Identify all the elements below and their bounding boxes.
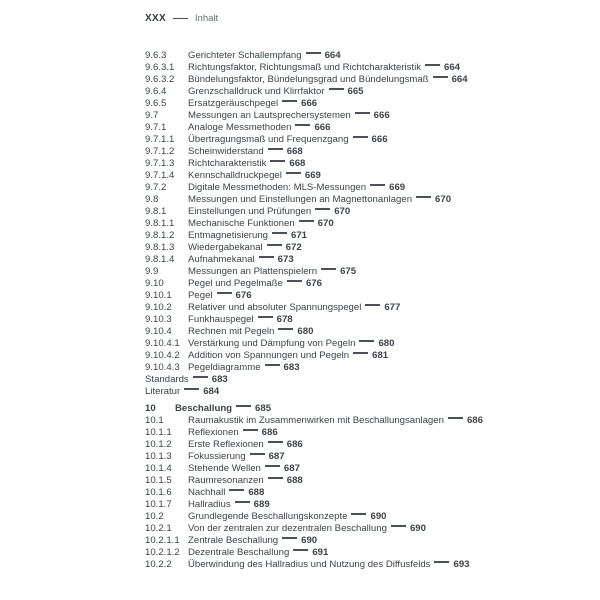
entry-title: Messungen an Lautsprechersystemen — [188, 110, 351, 121]
entry-title: Erste Reflexionen — [188, 439, 264, 450]
toc-entry — [145, 158, 575, 170]
leader-dash — [433, 76, 448, 78]
toc-entry — [145, 439, 575, 451]
entry-page-number: 664 — [444, 62, 461, 73]
toc-entry — [145, 206, 575, 218]
entry-page-number: 666 — [373, 110, 390, 121]
toc-entry — [145, 278, 575, 290]
toc-entry — [145, 374, 575, 386]
entry-title: Gerichteter Schallempfang — [188, 50, 302, 61]
entry-title: Grundlegende Beschallungskonzepte — [188, 511, 348, 522]
toc-entry — [145, 110, 575, 122]
entry-page-number: 669 — [389, 182, 406, 193]
entry-page-number: 684 — [203, 386, 220, 397]
leader-dash — [391, 525, 406, 527]
entry-number: 9.10.4.3 — [145, 362, 180, 373]
entry-page-number: 687 — [283, 463, 300, 474]
leader-dash — [243, 429, 258, 431]
entry-number: 9.10.4.2 — [145, 350, 180, 361]
entry-text — [188, 547, 328, 559]
entry-number: 9.10.3 — [145, 314, 172, 325]
entry-title: Wiedergabekanal — [188, 242, 263, 253]
leader-dash — [359, 340, 374, 342]
entry-title: Übertragungsmaß und Frequenzgang — [188, 134, 349, 145]
entry-text — [188, 427, 278, 439]
entry-title: Nachhall — [188, 487, 226, 498]
toc-entry — [145, 230, 575, 242]
entry-text — [188, 194, 451, 206]
entry-page-number: 670 — [317, 218, 334, 229]
entry-number: 10 — [145, 403, 156, 414]
toc-entry — [145, 194, 575, 206]
entry-title: Von der zentralen zur dezentralen Beschallung — [188, 523, 387, 534]
leader-dash — [258, 316, 273, 318]
toc-entry — [145, 475, 575, 487]
entry-page-number: 681 — [372, 350, 389, 361]
entry-page-number: 690 — [370, 511, 387, 522]
toc-entry — [145, 511, 575, 523]
entry-text — [188, 326, 313, 338]
toc-entry — [145, 62, 575, 74]
entry-title: Digitale Messmethoden: MLS-Messungen — [188, 182, 367, 193]
entry-title: Ersatzgeräuschpegel — [188, 98, 279, 109]
entry-title: Funkhauspegel — [188, 314, 254, 325]
entry-text — [188, 338, 394, 350]
leader-dash — [286, 172, 301, 174]
toc-entry — [145, 427, 575, 439]
entry-text — [188, 158, 305, 170]
toc-entry — [145, 50, 575, 62]
entry-page-number: 686 — [286, 439, 303, 450]
entry-number: 9.10.4.1 — [145, 338, 180, 349]
entry-page-number: 683 — [211, 374, 228, 385]
entry-number: 9.6.3 — [145, 50, 167, 61]
leader-dash — [315, 208, 330, 210]
leader-dash — [267, 244, 282, 246]
leader-dash — [272, 232, 287, 234]
entry-title: Messungen an Plattenspielern — [188, 266, 318, 277]
leader-dash — [184, 388, 199, 390]
entry-number: 9.7.2 — [145, 182, 167, 193]
leader-dash — [265, 364, 280, 366]
leader-dash — [278, 328, 293, 330]
toc-entry — [145, 218, 575, 230]
entry-number: 10.1 — [145, 415, 164, 426]
entry-title: Zentrale Beschallung — [188, 535, 279, 546]
entry-number: 10.1.2 — [145, 439, 172, 450]
toc-entry — [145, 326, 575, 338]
leader-dash — [235, 501, 250, 503]
entry-text — [188, 362, 300, 374]
entry-page-number: 688 — [248, 487, 265, 498]
entry-number: 9.8.1.2 — [145, 230, 175, 241]
entry-page-number: 689 — [253, 499, 270, 510]
entry-page-number: 665 — [347, 86, 364, 97]
entry-text — [188, 499, 270, 511]
toc-entry — [145, 559, 575, 571]
entry-text — [188, 230, 307, 242]
entry-number: 10.1.4 — [145, 463, 172, 474]
entry-text — [188, 535, 317, 547]
toc-entry — [145, 499, 575, 511]
entry-page-number: 690 — [301, 535, 318, 546]
entry-text — [188, 218, 334, 230]
entry-text — [188, 415, 483, 427]
toc-entry — [145, 314, 575, 326]
entry-page-number: 688 — [286, 475, 303, 486]
page-header — [145, 13, 218, 24]
entry-number: 9.9 — [145, 266, 159, 277]
toc-entry — [145, 451, 575, 463]
entry-title: Hallradius — [188, 499, 231, 510]
toc-entry — [145, 134, 575, 146]
entry-page-number: 672 — [285, 242, 302, 253]
entry-number: 9.7 — [145, 110, 159, 121]
entry-text — [188, 290, 252, 302]
toc-entry — [145, 487, 575, 499]
leader-dash — [353, 352, 368, 354]
entry-title: Standards — [145, 374, 189, 385]
entry-title: Grenzschalldruck und Klirrfaktor — [188, 86, 325, 97]
entry-number: 10.2.2 — [145, 559, 172, 570]
leader-dash — [299, 220, 314, 222]
entry-title: Raumakustik im Zusammenwirken mit Beschallungsanlagen — [188, 415, 444, 426]
entry-page-number: 677 — [384, 302, 401, 313]
entry-page-number: 668 — [289, 158, 306, 169]
leader-dash — [217, 292, 232, 294]
header-dash-rule — [173, 18, 188, 20]
entry-number: 9.10 — [145, 278, 164, 289]
entry-number: 10.1.1 — [145, 427, 172, 438]
entry-page-number: 676 — [235, 290, 252, 301]
leader-dash — [329, 88, 344, 90]
entry-number: 9.10.1 — [145, 290, 172, 301]
entry-text — [188, 439, 303, 451]
entry-number: 9.6.3.1 — [145, 62, 175, 73]
leader-dash — [448, 417, 463, 419]
entry-title: Aufnahmekanal — [188, 254, 255, 265]
entry-page-number: 683 — [283, 362, 300, 373]
entry-page-number: 693 — [453, 559, 470, 570]
toc-entry — [145, 463, 575, 475]
leader-dash — [268, 477, 283, 479]
table-of-contents — [145, 50, 575, 571]
entry-text — [175, 403, 271, 415]
entry-page-number: 671 — [291, 230, 308, 241]
leader-dash — [416, 196, 431, 198]
entry-title: Stehende Wellen — [188, 463, 261, 474]
entry-text — [188, 559, 470, 571]
toc-entry — [145, 266, 575, 278]
entry-text — [188, 302, 400, 314]
header-section-title: Inhalt — [194, 13, 219, 24]
toc-entry — [145, 386, 575, 398]
entry-page-number: 685 — [255, 403, 272, 414]
leader-dash — [321, 268, 336, 270]
toc-entry — [145, 254, 575, 266]
leader-dash — [295, 124, 310, 126]
toc-entry — [145, 547, 575, 559]
entry-text — [188, 74, 468, 86]
entry-text — [188, 511, 387, 523]
leader-dash — [370, 184, 385, 186]
entry-text — [188, 242, 302, 254]
leader-dash — [353, 136, 368, 138]
entry-number: 9.7.1.4 — [145, 170, 175, 181]
entry-page-number: 676 — [305, 278, 322, 289]
entry-title: Entmagnetisierung — [188, 230, 268, 241]
entry-number: 9.8 — [145, 194, 159, 205]
leader-dash — [306, 52, 321, 54]
leader-dash — [236, 405, 251, 407]
entry-text — [188, 146, 303, 158]
entry-text — [188, 523, 426, 535]
entry-title: Raumresonanzen — [188, 475, 264, 486]
entry-page-number: 666 — [314, 122, 331, 133]
entry-page-number: 666 — [301, 98, 318, 109]
entry-text — [188, 110, 390, 122]
entry-title: Addition von Spannungen und Pegeln — [188, 350, 350, 361]
entry-number: 9.7.1 — [145, 122, 167, 133]
entry-text — [188, 463, 300, 475]
entry-title: Verstärkung und Dämpfung von Pegeln — [188, 338, 356, 349]
leader-dash — [425, 64, 440, 66]
toc-entry — [145, 122, 575, 134]
entry-page-number: 680 — [378, 338, 395, 349]
entry-number: 10.2.1.2 — [145, 547, 180, 558]
entry-title: Dezentrale Beschallung — [188, 547, 290, 558]
toc-entry — [145, 302, 575, 314]
toc-entry — [145, 98, 575, 110]
toc-entry — [145, 415, 575, 427]
entry-page-number: 670 — [435, 194, 452, 205]
entry-title: Fokussierung — [188, 451, 246, 462]
entry-page-number: 670 — [334, 206, 351, 217]
entry-page-number: 664 — [324, 50, 341, 61]
entry-text — [188, 134, 388, 146]
entry-number: 10.2 — [145, 511, 164, 522]
entry-page-number: 678 — [276, 314, 293, 325]
entry-text — [188, 86, 364, 98]
entry-title: Überwindung des Hallradius und Nutzung des Diffusfelds — [188, 559, 431, 570]
entry-title: Rechnen mit Pegeln — [188, 326, 275, 337]
entry-number: 9.7.1.3 — [145, 158, 175, 169]
entry-text — [188, 487, 264, 499]
entry-page-number: 680 — [297, 326, 314, 337]
entry-title: Richtcharakteristik — [188, 158, 267, 169]
toc-entry — [145, 170, 575, 182]
entry-text — [188, 278, 322, 290]
entry-text — [188, 62, 460, 74]
leader-dash — [270, 160, 285, 162]
toc-entry — [145, 403, 575, 415]
entry-number: 9.8.1.4 — [145, 254, 175, 265]
entry-number: 10.1.7 — [145, 499, 172, 510]
entry-title: Reflexionen — [188, 427, 239, 438]
leader-dash — [268, 441, 283, 443]
entry-number: 9.7.1.2 — [145, 146, 175, 157]
entry-text — [145, 386, 219, 398]
entry-number: 9.6.4 — [145, 86, 167, 97]
leader-dash — [282, 537, 297, 539]
entry-page-number: 673 — [277, 254, 294, 265]
leader-dash — [365, 304, 380, 306]
entry-number: 9.10.4 — [145, 326, 172, 337]
entry-text — [188, 50, 341, 62]
entry-title: Relativer und absoluter Spannungspegel — [188, 302, 362, 313]
leader-dash — [434, 561, 449, 563]
toc-entry — [145, 182, 575, 194]
entry-title: Beschallung — [175, 403, 233, 414]
toc-block-chapter-10 — [145, 403, 575, 571]
entry-page-number: 675 — [340, 266, 357, 277]
entry-page-number: 666 — [371, 134, 388, 145]
toc-block-chapter-9 — [145, 50, 575, 398]
page-number-label: XXX — [145, 13, 166, 24]
entry-number: 10.1.3 — [145, 451, 172, 462]
toc-entry — [145, 74, 575, 86]
leader-dash — [193, 376, 208, 378]
leader-dash — [259, 256, 274, 258]
toc-entry — [145, 290, 575, 302]
leader-dash — [282, 100, 297, 102]
entry-text — [188, 98, 317, 110]
entry-number: 9.7.1.1 — [145, 134, 175, 145]
entry-title: Messungen und Einstellungen an Magnettonanlagen — [188, 194, 413, 205]
entry-text — [188, 122, 330, 134]
entry-page-number: 686 — [466, 415, 483, 426]
entry-page-number: 686 — [261, 427, 278, 438]
entry-page-number: 664 — [451, 74, 468, 85]
entry-title: Scheinwiderstand — [188, 146, 264, 157]
toc-entry — [145, 535, 575, 547]
entry-title: Bündelungsfaktor, Bündelungsgrad und Bündelungsmaß — [188, 74, 429, 85]
leader-dash — [351, 513, 366, 515]
toc-entry — [145, 242, 575, 254]
entry-title: Richtungsfaktor, Richtungsmaß und Richtcharakteristik — [188, 62, 422, 73]
entry-title: Mechanische Funktionen — [188, 218, 295, 229]
toc-entry — [145, 523, 575, 535]
entry-text — [188, 266, 356, 278]
entry-number: 10.1.5 — [145, 475, 172, 486]
entry-text — [188, 182, 405, 194]
toc-entry — [145, 362, 575, 374]
leader-dash — [355, 112, 370, 114]
entry-number: 9.8.1.3 — [145, 242, 175, 253]
entry-number: 9.8.1 — [145, 206, 167, 217]
entry-number: 9.6.5 — [145, 98, 167, 109]
entry-page-number: 668 — [286, 146, 303, 157]
leader-dash — [293, 549, 308, 551]
entry-title: Pegel — [188, 290, 213, 301]
leader-dash — [250, 453, 265, 455]
entry-text — [188, 475, 303, 487]
entry-title: Pegel und Pegelmaße — [188, 278, 283, 289]
entry-number: 9.6.3.2 — [145, 74, 175, 85]
entry-number: 10.2.1.1 — [145, 535, 180, 546]
entry-number: 10.2.1 — [145, 523, 172, 534]
entry-number: 9.10.2 — [145, 302, 172, 313]
entry-page-number: 687 — [268, 451, 285, 462]
entry-title: Kennschalldruckpegel — [188, 170, 282, 181]
entry-text — [188, 254, 294, 266]
entry-page-number: 669 — [304, 170, 321, 181]
leader-dash — [268, 148, 283, 150]
entry-text — [188, 451, 285, 463]
entry-page-number: 690 — [409, 523, 426, 534]
entry-title: Analoge Messmethoden — [188, 122, 292, 133]
entry-title: Einstellungen und Prüfungen — [188, 206, 312, 217]
entry-text — [188, 206, 350, 218]
entry-title: Pegeldiagramme — [188, 362, 261, 373]
toc-entry — [145, 86, 575, 98]
leader-dash — [229, 489, 244, 491]
entry-number: 10.1.6 — [145, 487, 172, 498]
entry-title: Literatur — [145, 386, 181, 397]
toc-entry — [145, 146, 575, 158]
entry-text — [145, 374, 228, 386]
entry-text — [188, 350, 388, 362]
entry-text — [188, 170, 321, 182]
toc-entry — [145, 338, 575, 350]
toc-entry — [145, 350, 575, 362]
entry-page-number: 691 — [312, 547, 329, 558]
leader-dash — [287, 280, 302, 282]
entry-number: 9.8.1.1 — [145, 218, 175, 229]
entry-text — [188, 314, 293, 326]
leader-dash — [265, 465, 280, 467]
